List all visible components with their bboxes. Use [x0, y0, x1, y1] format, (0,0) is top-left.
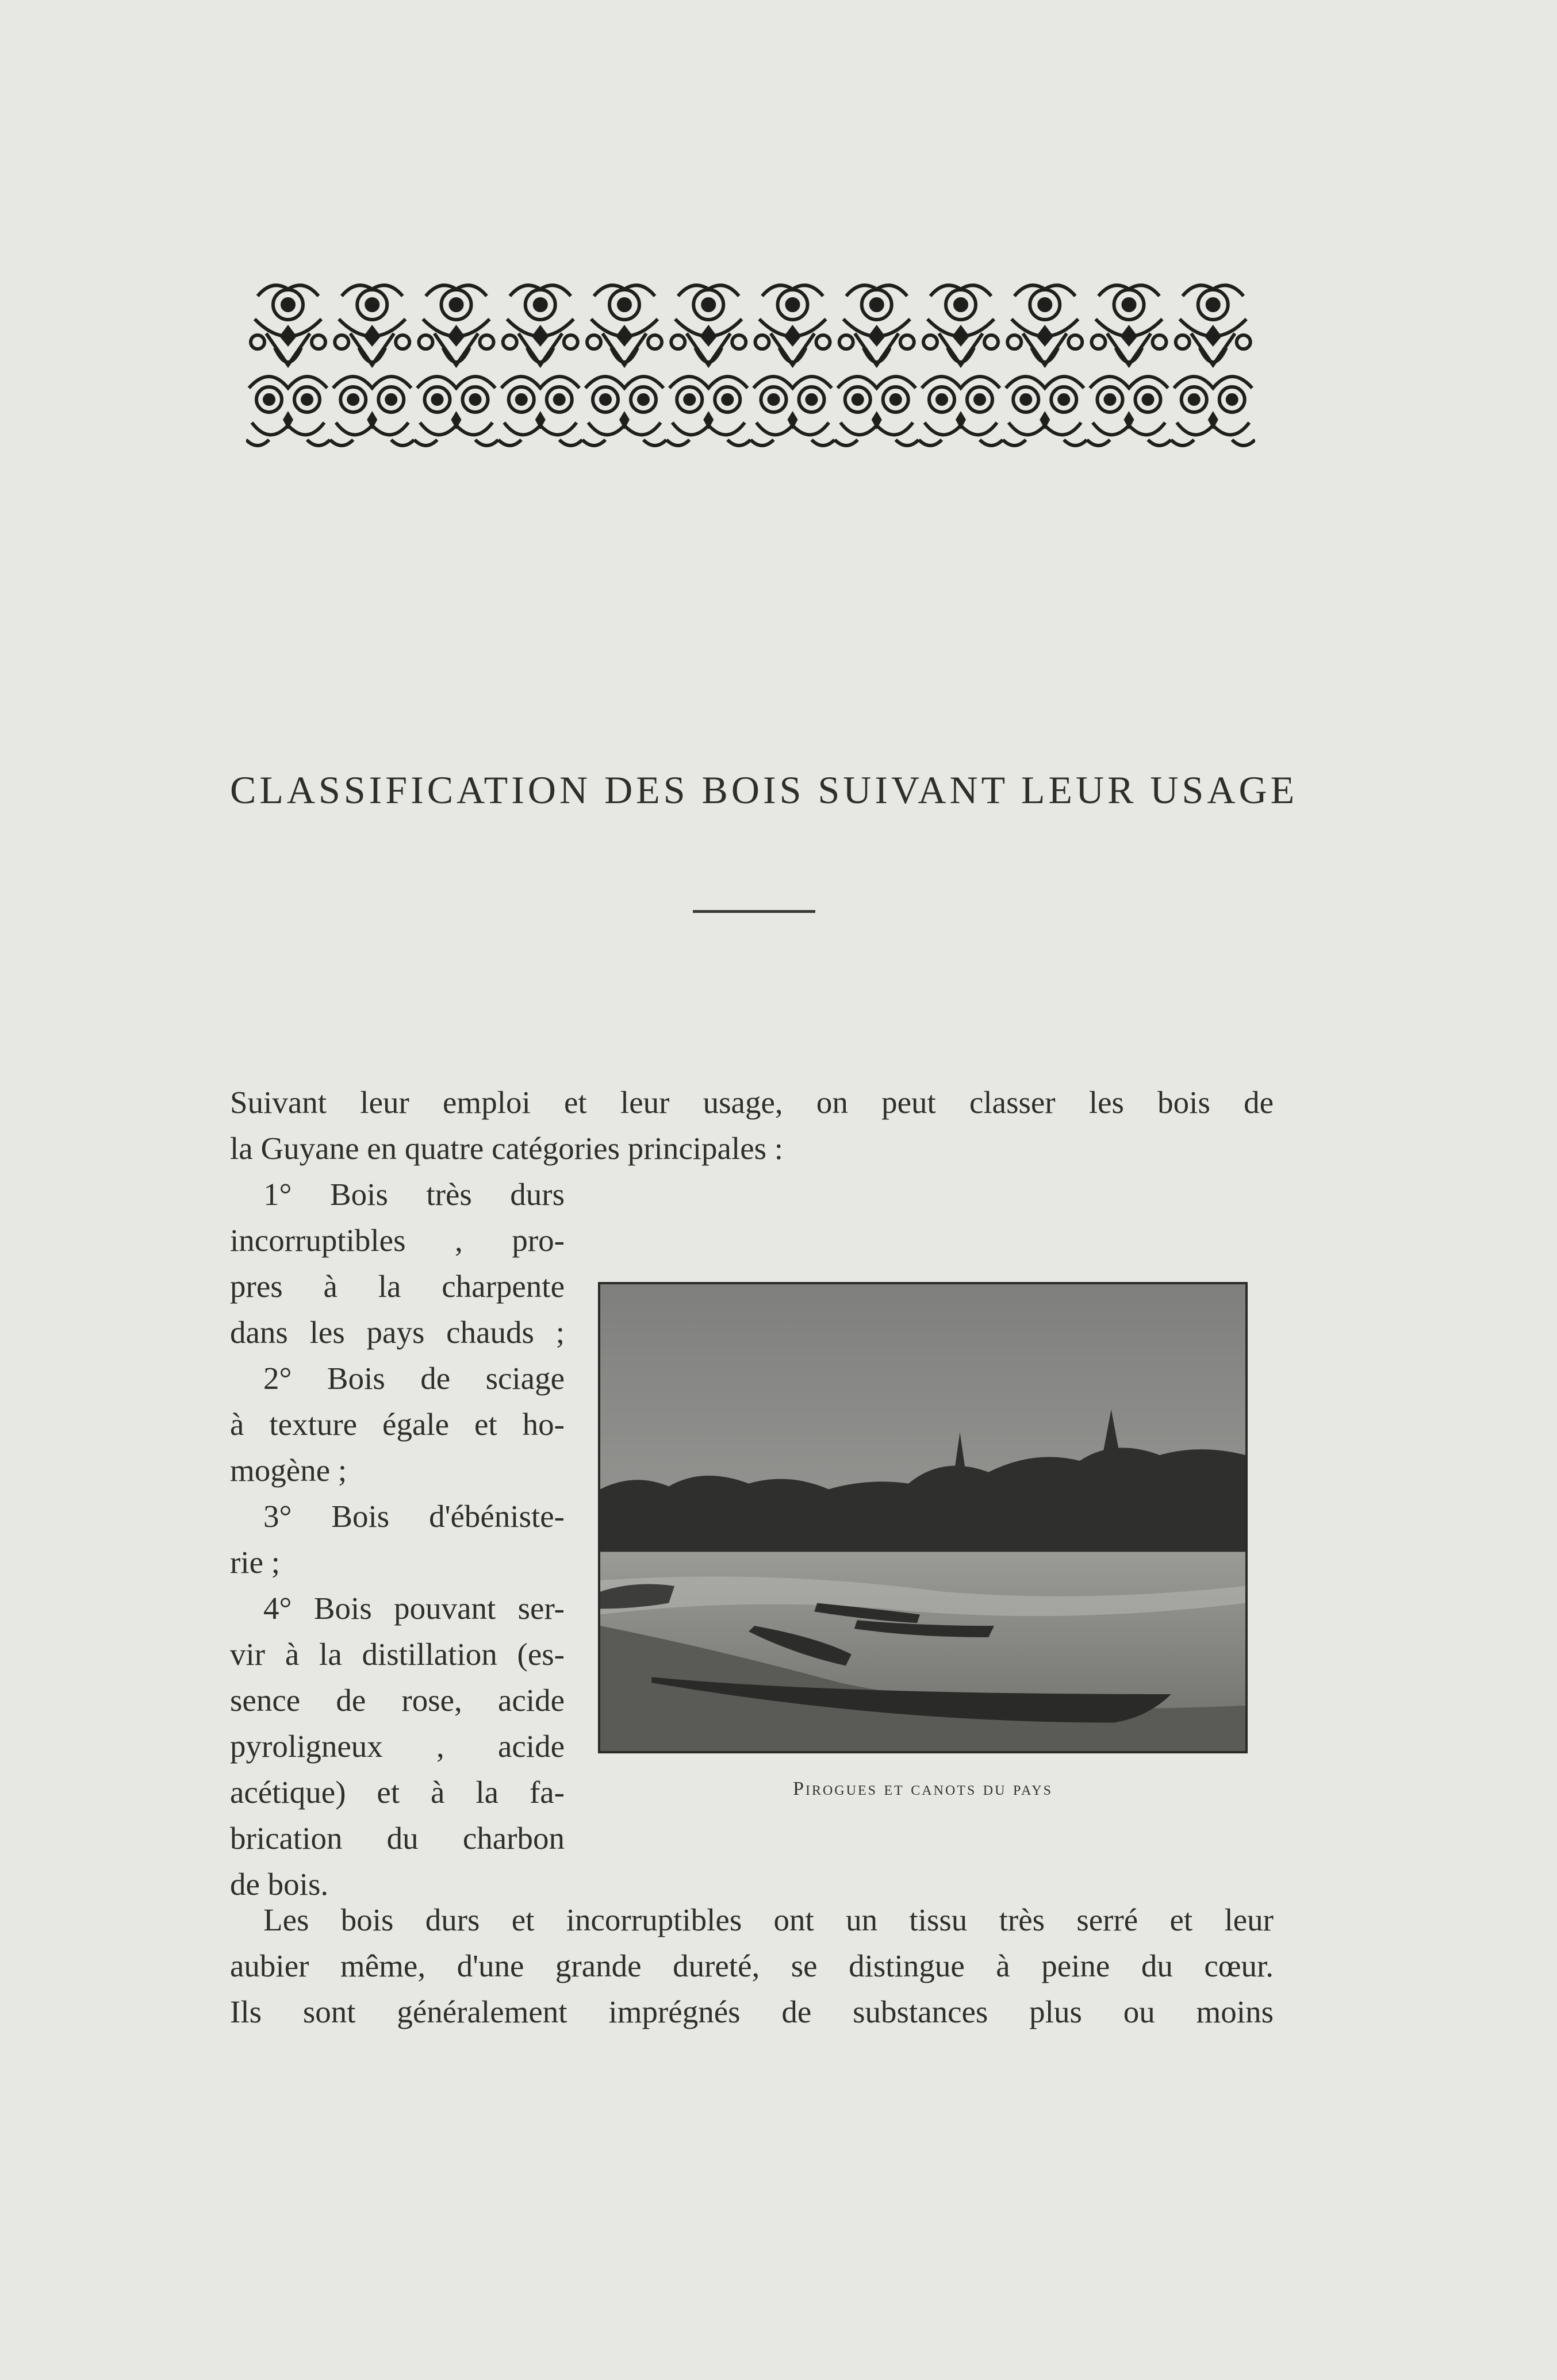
list-line: acétique) et à la fa- — [230, 1775, 565, 1810]
ornamental-header-band — [246, 279, 1255, 451]
intro-line: Suivant leur emploi et leur usage, on peut classer les bois de — [230, 1085, 1274, 1120]
list-line: 2° Bois de sciage — [263, 1361, 565, 1396]
list-line: pyroligneux , acide — [230, 1729, 565, 1764]
chapter-title: CLASSIFICATION DES BOIS SUIVANT LEUR USAGE — [230, 768, 1298, 812]
list-line: 3° Bois d'ébéniste- — [263, 1499, 565, 1534]
list-line: 4° Bois pouvant ser- — [263, 1591, 565, 1626]
paragraph-line: Ils sont généralement imprégnés de substances plus ou moins — [230, 1994, 1274, 2029]
list-line: rie ; — [230, 1545, 281, 1580]
paragraph-line: Les bois durs et incorruptibles ont un tissu très serré et leur — [263, 1902, 1274, 1937]
list-line: dans les pays chauds ; — [230, 1315, 565, 1350]
photo-caption: Pirogues et canots du pays — [793, 1778, 1053, 1799]
intro-line: la Guyane en quatre catégories principales : — [230, 1131, 784, 1166]
list-line: brication du charbon — [230, 1821, 565, 1856]
list-line: vir à la distillation (es- — [230, 1637, 565, 1672]
list-line: 1° Bois très durs — [263, 1177, 565, 1212]
list-line: mogène ; — [230, 1453, 347, 1488]
list-line: sence de rose, acide — [230, 1683, 565, 1718]
title-divider — [693, 910, 815, 913]
riverbank-photo — [598, 1282, 1248, 1753]
list-line: de bois. — [230, 1867, 329, 1902]
paragraph-line: aubier même, d'une grande dureté, se distingue à peine du cœur. — [230, 1948, 1274, 1983]
list-line: pres à la charpente — [230, 1269, 565, 1304]
list-line: à texture égale et ho- — [230, 1407, 565, 1442]
list-line: incorruptibles , pro- — [230, 1223, 565, 1258]
